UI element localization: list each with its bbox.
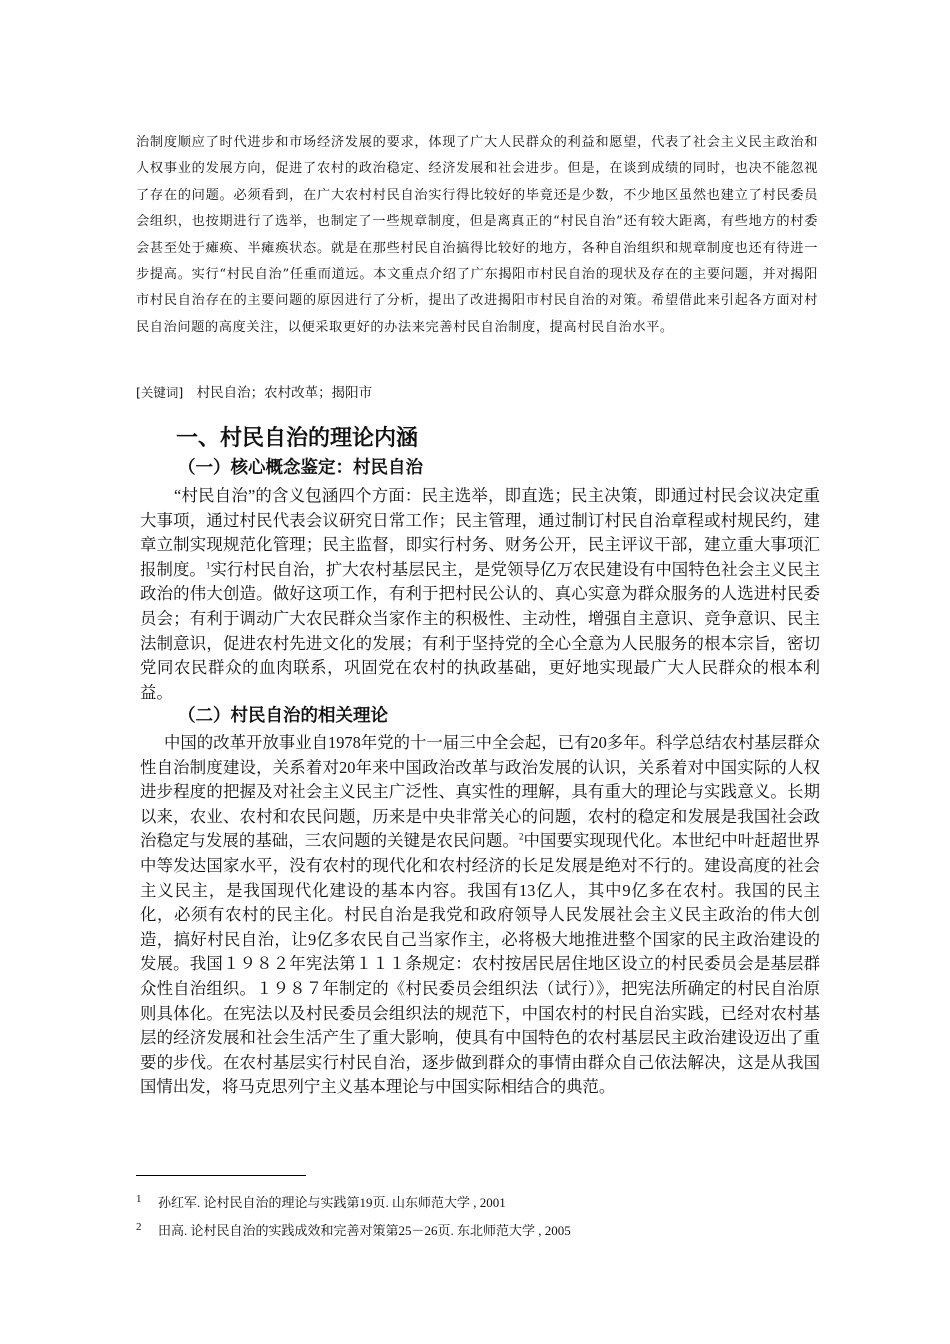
subsection-1-paragraph bbox=[140, 484, 820, 705]
keywords-label: [关键词] bbox=[136, 385, 184, 400]
paragraph-text: “村民自治”的含义包涵四个方面：民主选举，即直选；民主决策，即通过村民会议决定重大事项，通过村民代表会议研究日常工作；民主管理，通过制订村民自治章程或村规民约，建章立制实现规范化管理；民主监督，即实行村务、财务公开，民主评议干部，建立重大事项汇报制度。 bbox=[140, 486, 820, 579]
footnote-number: 2 bbox=[136, 1221, 142, 1233]
paragraph-text: 实行村民自治，扩大农村基层民主，是党领导亿万农民建设有中国特色社会主义民主政治的伟大创造。做好这项工作，有利于把村民公认的、真心实意为群众服务的人选进村民委员会；有利于调动广大农民群众当家作主的积极性、主动性，增强自主意识、竞争意识、民主法制意识，促进农村先进文化的发展；有利于坚持党的全心全意为人民服务的根本宗旨，密切党同农民群众的血肉联系，巩固党在农村的执政基础，更好地实现最广大人民群众的根本利益。 bbox=[140, 559, 821, 702]
footnote-ref-1[interactable]: 1 bbox=[205, 560, 211, 571]
subsection-heading-1: （一）核心概念鉴定：村民自治 bbox=[178, 458, 423, 478]
footnote-separator bbox=[136, 1175, 306, 1176]
footnote-text: 田高. 论村民自治的实践成效和完善对策第25－26页. 东北师范大学 , 2005 bbox=[158, 1223, 571, 1238]
footnote-number: 1 bbox=[136, 1193, 142, 1205]
footnote-ref-2[interactable]: 2 bbox=[518, 831, 524, 842]
keywords-line bbox=[136, 383, 372, 403]
paragraph-text: 中国要实现现代化。本世纪中叶赶超世界中等发达国家水平，没有农村的现代化和农村经济的长足发展是绝对不行的。建设高度的社会主义民主，是我国现代化建设的基本内容。我国有13亿人，其中9亿多在农村。我国的民主化，必须有农村的民主化。村民自治是我党和政府领导人民发展社会主义民主政治的伟大创造，搞好村民自治，让9亿多农民自己当家作主，必将极大地推进整个国家的民主政治建设的发展。我国１９８２年宪法第１１１条规定：农村按居民居住地区设立的村民委员会是基层群众性自治组织。１９８７年制定的《村民委员会组织法（试行）》，把宪法所确定的村民自治原则具体化。在宪法以及村民委员会组织法的规范下，中国农村的村民自治实践，已经对农村基层的经济发展和社会生活产生了重大影响，使具有中国特色的农村基层民主政治建设迈出了重要的步伐。在农村基层实行村民自治，逐步做到群众的事情由群众自己依法解决，这是从我国国情出发，将马克思列宁主义基本理论与中国实际相结合的典范。 bbox=[140, 831, 820, 1097]
footnote-2 bbox=[136, 1218, 571, 1240]
subsection-2-paragraph bbox=[140, 731, 820, 1100]
footnote-text: 孙红军. 论村民自治的理论与实践第19页. 山东师范大学 , 2001 bbox=[158, 1195, 506, 1210]
section-heading-1: 一、村民自治的理论内涵 bbox=[176, 426, 419, 451]
paragraph-text: 中国的改革开放事业自1978年党的十一届三中全会起，已有20多年。科学总结农村基层群众性自治制度建设，关系着对20年来中国政治改革与政治发展的认识，关系着对中国实际的人权进步程度的把握及对社会主义民主广泛性、真实性的理解，具有重大的理论与实践意义。长期以来，农业、农村和农民问题，历来是中央非常关心的问题，农村的稳定和发展是我国社会政治稳定与发展的基础，三农问题的关键是农民问题。 bbox=[140, 733, 820, 851]
abstract-text: 治制度顺应了时代进步和市场经济发展的要求，体现了广大人民群众的利益和愿望，代表了社会主义民主政治和人权事业的发展方向，促进了农村的政治稳定、经济发展和社会进步。但是，在谈到成绩的同时，也决不能忽视了存在的问题。必须看到，在广大农村村民自治实行得比较好的毕竟还是少数，不少地区虽然也建立了村民委员会组织，也按期进行了选举，也制定了一些规章制度，但是离真正的“村民自治”还有较大距离，有些地方的村委会甚至处于瘫痪、半瘫痪状态。就是在那些村民自治搞得比较好的地方，各种自治组织和规章制度也还有待进一步提高。实行“村民自治”任重而道远。本文重点介绍了广东揭阳市村民自治的现状及存在的主要问题，并对揭阳市村民自治存在的主要问题的原因进行了分析，提出了改进揭阳市村民自治的对策。希望借此来引起各方面对村民自治问题的高度关注，以便采取更好的办法来完善村民自治制度，提高村民自治水平。 bbox=[136, 135, 818, 335]
subsection-heading-2: （二）村民自治的相关理论 bbox=[178, 706, 388, 726]
footnote-1 bbox=[136, 1190, 506, 1212]
keywords-value: 村民自治；农村改革；揭阳市 bbox=[196, 385, 373, 400]
